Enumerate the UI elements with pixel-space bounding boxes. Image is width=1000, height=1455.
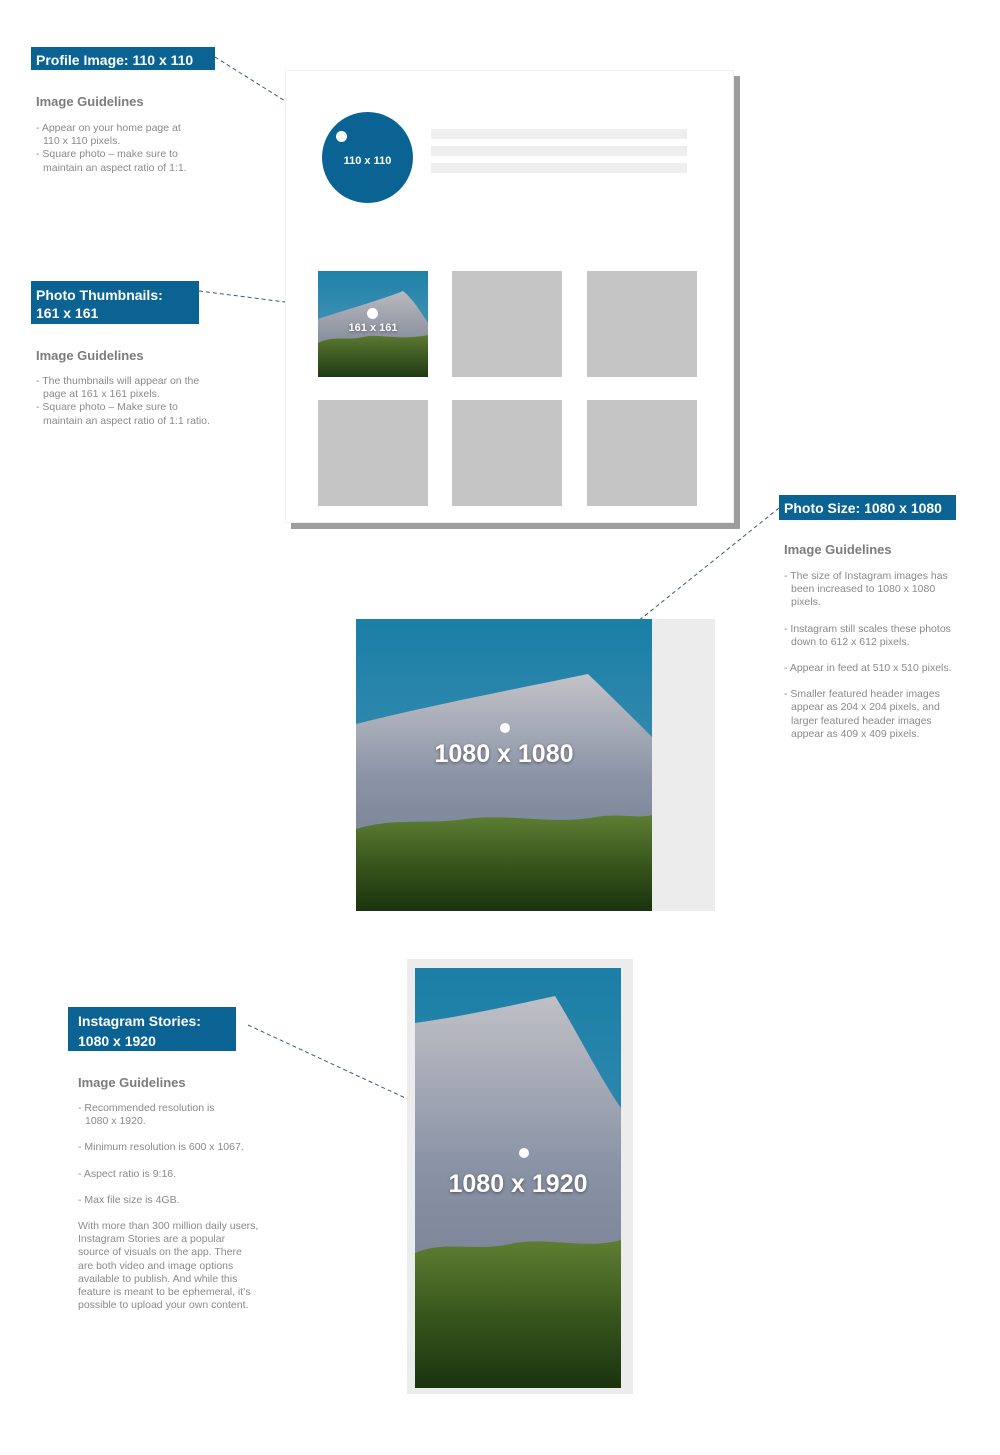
- thumbnails-tag-line2: 161 x 161: [36, 305, 99, 321]
- bio-placeholder-line: [431, 129, 687, 139]
- thumbnails-tag: [31, 281, 199, 324]
- thumbnails-guidelines-heading: Image Guidelines: [36, 348, 144, 363]
- guideline-line: - Instagram still scales these photos: [784, 622, 951, 635]
- bio-placeholder-line: [431, 146, 687, 156]
- guideline-line: maintain an aspect ratio of 1:1.: [43, 161, 187, 174]
- guideline-line: - Minimum resolution is 600 x 1067.: [78, 1141, 244, 1154]
- photo-size-tag-text: Photo Size: 1080 x 1080: [784, 500, 942, 516]
- thumbnails-guidelines-text: [36, 375, 210, 428]
- guideline-line: appear as 204 x 204 pixels, and: [791, 701, 940, 714]
- guideline-line: - The size of Instagram images has: [784, 570, 948, 582]
- guideline-line: feature is meant to be ephemeral, it’s: [78, 1286, 251, 1299]
- guideline-line: - Recommended resolution is: [78, 1102, 215, 1114]
- profile-tag: [31, 47, 215, 70]
- stories-guidelines-heading: Image Guidelines: [78, 1075, 186, 1090]
- guideline-line: - Appear in feed at 510 x 510 pixels.: [784, 662, 952, 675]
- thumbnail-placeholder: [587, 271, 697, 377]
- stories-marker-dot: [519, 1148, 529, 1158]
- thumbnails-tag-line1: Photo Thumbnails:: [36, 287, 163, 303]
- guideline-line: - Square photo – Make sure to: [36, 401, 178, 414]
- guideline-line: maintain an aspect ratio of 1:1 ratio.: [43, 414, 210, 427]
- thumbnail-placeholder: [318, 400, 428, 506]
- thumbnail-placeholder: [587, 400, 697, 506]
- guideline-line: - Smaller featured header images: [784, 688, 940, 701]
- guideline-line: larger featured header images: [791, 714, 932, 727]
- guideline-line: - Aspect ratio is 9:16.: [78, 1167, 177, 1180]
- stories-tag-line2: 1080 x 1920: [78, 1033, 156, 1049]
- guideline-line: available to publish. And while this: [78, 1272, 238, 1285]
- stories-tag: [68, 1007, 236, 1051]
- stories-tag-line1: Instagram Stories:: [78, 1013, 201, 1029]
- profile-guidelines-heading: Image Guidelines: [36, 94, 144, 109]
- thumbnail-placeholder: [452, 271, 562, 377]
- profile-marker-dot: [336, 131, 347, 142]
- avatar-size-label: 110 x 110: [343, 155, 392, 167]
- guideline-line: - Max file size is 4GB.: [78, 1193, 180, 1206]
- profile-guidelines-text: [36, 122, 187, 175]
- guideline-line: With more than 300 million daily users,: [78, 1220, 259, 1233]
- guideline-line: been increased to 1080 x 1080: [791, 583, 936, 596]
- square-photo-size-label: 1080 x 1080: [434, 740, 574, 768]
- photo-size-tag: [779, 495, 956, 520]
- guideline-line: are both video and image options: [78, 1259, 234, 1272]
- guideline-line: page at 161 x 161 pixels.: [43, 388, 160, 401]
- photo-size-marker-dot: [500, 723, 510, 733]
- guideline-line: 1080 x 1920.: [85, 1115, 146, 1128]
- guideline-line: - Appear on your home page at: [36, 122, 181, 134]
- guideline-line: 110 x 110 pixels.: [43, 135, 121, 148]
- thumbnail-size-label: 161 x 161: [348, 322, 398, 334]
- photo-size-guidelines-text: [784, 570, 952, 741]
- stories-guidelines-text: [78, 1102, 258, 1312]
- guideline-line: source of visuals on the app. There: [78, 1246, 242, 1259]
- guideline-line: pixels.: [791, 596, 821, 609]
- guideline-line: - Square photo – make sure to: [36, 148, 178, 161]
- profile-tag-text: Profile Image: 110 x 110: [36, 52, 194, 68]
- thumbnail-placeholder: [452, 400, 562, 506]
- thumbnail-marker-dot: [367, 308, 378, 319]
- photo-size-guidelines-heading: Image Guidelines: [784, 542, 892, 557]
- guideline-line: possible to upload your own content.: [78, 1299, 249, 1312]
- guideline-line: - The thumbnails will appear on the: [36, 375, 200, 387]
- guideline-line: Instagram Stories are a popular: [78, 1233, 226, 1246]
- bio-placeholder-line: [431, 163, 687, 173]
- story-photo-size-label: 1080 x 1920: [448, 1170, 588, 1198]
- guideline-line: appear as 409 x 409 pixels.: [791, 727, 920, 740]
- guideline-line: down to 612 x 612 pixels.: [791, 635, 910, 648]
